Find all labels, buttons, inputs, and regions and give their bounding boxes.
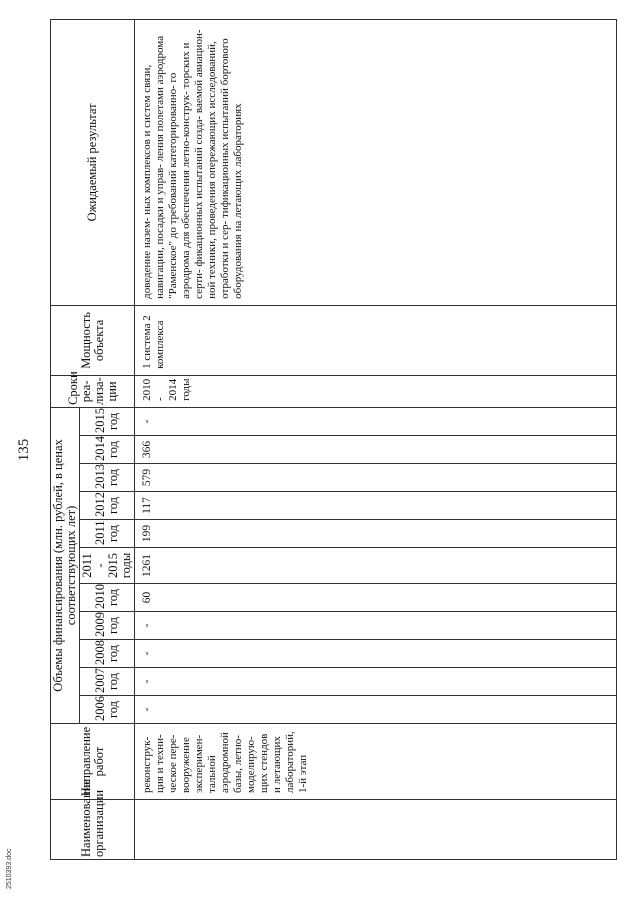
- capacity-cell: 1 система 2 комплекса: [135, 305, 617, 375]
- year-header: 2012 год: [80, 492, 135, 520]
- year-header: 2010 год: [80, 584, 135, 612]
- col-org-header: Наименование организации: [51, 800, 135, 860]
- year-header: 2009 год: [80, 612, 135, 640]
- header-row-1: [51, 19, 80, 859]
- year-header: 2007 год: [80, 668, 135, 696]
- year-header: 2015 год: [80, 407, 135, 435]
- year-header: 2008 год: [80, 640, 135, 668]
- year-header: 2013 год: [80, 464, 135, 492]
- col-capacity-header: Мощность объекта: [51, 305, 135, 375]
- table-row: [135, 19, 617, 859]
- footer-filename: [6, 779, 20, 899]
- direction-cell: реконструк- ция и техни- ческое пере- вооружение эксперимен- тальной аэродромной базы, летно- моделирую- щих стендов и летающих лабораторий, 1-й этап: [135, 724, 617, 800]
- col-direction-header: Направление работ: [51, 724, 135, 800]
- value-cell: -: [135, 407, 617, 435]
- value-cell: -: [135, 612, 617, 640]
- result-cell: доведение назем- ных комплексов и систем связи, навигации, посадки и управ- ления полетами аэродрома "Раменское" до требований категорированно- го аэродрома для обеспечения летно-конструк- торских и серти- фикационных испытаний созда- ваемой авиацион- ной техники, проведения опережающих исследований, отработки и сер- тификационных испытаний бортового оборудования на летающих лабораториях: [135, 19, 617, 305]
- value-cell: 366: [135, 436, 617, 464]
- year-header: 2014 год: [80, 436, 135, 464]
- rotated-table-frame: [16, 29, 590, 860]
- col-result-header: Ожидаемый результат: [51, 19, 135, 305]
- value-cell: 60: [135, 584, 617, 612]
- year-header: 2011 год: [80, 520, 135, 548]
- value-cell: -: [135, 640, 617, 668]
- col-period-header: Сроки реа- лиза- ции: [51, 375, 135, 407]
- footer-filename-text: 2510393.doc: [6, 848, 13, 889]
- value-cell: -: [135, 668, 617, 696]
- year-header: 2006 год: [80, 696, 135, 724]
- year-header: 2011 - 2015 годы: [80, 548, 135, 584]
- col-funding-header: Объемы финансирования (млн. рублей, в ценах соответствующих лет): [51, 407, 80, 723]
- page-number: 135: [16, 438, 32, 462]
- value-cell: 579: [135, 464, 617, 492]
- value-cell: -: [135, 696, 617, 724]
- funding-table: [50, 19, 617, 860]
- period-cell: 2010 - 2014 годы: [135, 375, 617, 407]
- value-cell: 117: [135, 492, 617, 520]
- value-cell: 199: [135, 520, 617, 548]
- org-cell: [135, 800, 617, 860]
- value-cell: 1261: [135, 548, 617, 584]
